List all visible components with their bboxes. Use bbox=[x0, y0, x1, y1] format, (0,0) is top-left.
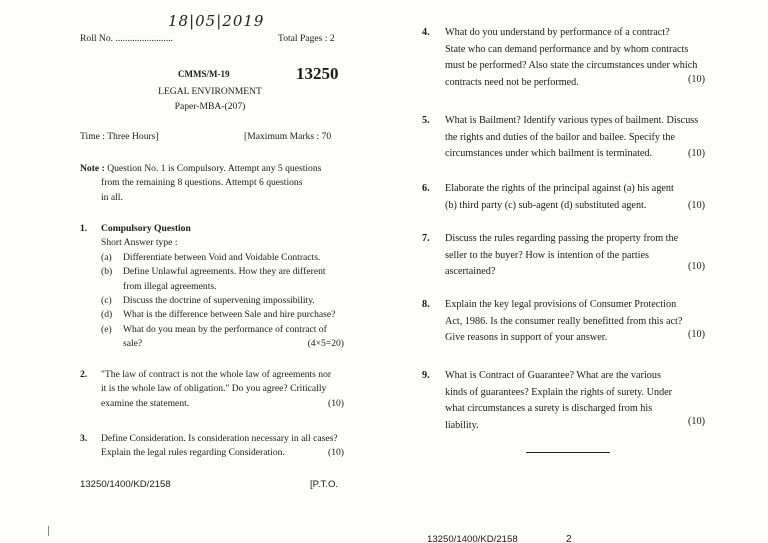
question-text-line: the rights and duties of the bailor and bailee. Specify the bbox=[445, 131, 675, 143]
question-text-line: kinds of guarantees? Explain the rights of surety. Under bbox=[445, 386, 673, 398]
question-number: 8. bbox=[422, 299, 430, 310]
question-intro: Short Answer type : bbox=[101, 237, 178, 249]
question-text-line: Explain the key legal provisions of Consumer Protection bbox=[445, 299, 677, 310]
note-label: Note : bbox=[80, 163, 105, 174]
question-number: 9. bbox=[422, 370, 430, 381]
note-text-line: from the remaining 8 questions. Attempt 6 questions bbox=[101, 177, 303, 189]
scan-mark bbox=[48, 526, 49, 536]
sub-question-text: sale? bbox=[123, 338, 143, 350]
question-text-line: Give reasons in support of your answer. bbox=[445, 332, 608, 343]
marks-label: (10) bbox=[688, 73, 705, 85]
question-6 bbox=[422, 181, 705, 213]
question-text-line: liability. bbox=[445, 419, 479, 431]
question-title: Compulsory Question bbox=[101, 223, 191, 234]
question-text-line: Explain the legal rules regarding Consideration. bbox=[101, 447, 285, 459]
question-text-line: What is Bailment? Identify various types of bailment. Discuss bbox=[445, 115, 699, 126]
exam-code: CMMS/M-19 bbox=[178, 69, 230, 79]
question-text-line: circumstances under which bailment is terminated. bbox=[445, 148, 653, 159]
sub-question-letter: (a) bbox=[101, 251, 112, 263]
marks-label: (10) bbox=[328, 447, 344, 459]
question-7 bbox=[422, 231, 705, 281]
roll-number-label: Roll No. ........................ bbox=[80, 33, 174, 44]
question-number: 3. bbox=[80, 433, 88, 444]
question-2 bbox=[80, 368, 344, 418]
question-text-line: What do you understand by performance of a contract? bbox=[445, 27, 670, 38]
marks-label: (10) bbox=[688, 329, 705, 340]
footer-code: 13250/1400/KD/2158 bbox=[80, 479, 171, 490]
question-text-line: examine the statement. bbox=[101, 397, 190, 409]
sub-question-letter: (b) bbox=[101, 266, 113, 278]
pto-label: [P.T.O. bbox=[310, 479, 339, 490]
sub-question-text: What is the difference between Sale and hire purchase? bbox=[123, 309, 336, 321]
question-5 bbox=[422, 113, 705, 163]
note-text-line: Question No. 1 is Compulsory. Attempt any 5 questions bbox=[107, 163, 322, 174]
sub-question-letter: (d) bbox=[101, 309, 113, 321]
subject-title: LEGAL ENVIRONMENT bbox=[158, 86, 262, 97]
page-number: 2 bbox=[566, 534, 572, 543]
sub-question-text: from illegal agreements. bbox=[123, 280, 217, 292]
question-number: 2. bbox=[80, 369, 88, 380]
question-9 bbox=[422, 368, 705, 434]
question-number: 1. bbox=[80, 223, 88, 234]
marks-label: (10) bbox=[688, 148, 705, 159]
max-marks-label: [Maximum Marks : 70 bbox=[244, 131, 332, 142]
time-label: Time : Three Hours] bbox=[80, 131, 159, 142]
sub-question-text: Differentiate between Void and Voidable Contracts. bbox=[123, 251, 321, 263]
marks-label: (10) bbox=[328, 397, 344, 409]
marks-label: (10) bbox=[688, 199, 705, 211]
marks-label: (4×5=20) bbox=[307, 338, 344, 350]
question-text-line: State who can demand performance and by whom contracts bbox=[445, 43, 689, 55]
sub-question-a bbox=[101, 251, 344, 265]
note-text-line: in all. bbox=[101, 191, 123, 203]
sub-question-text: Define Unlawful agreements. How they are different bbox=[123, 266, 326, 278]
question-text-line: Act, 1986. Is the consumer really benefitted from this act? bbox=[445, 315, 683, 327]
question-3 bbox=[80, 432, 344, 464]
question-text-line: Define Consideration. Is consideration necessary in all cases? bbox=[101, 433, 338, 444]
sub-question-letter: (e) bbox=[101, 323, 112, 335]
question-8 bbox=[422, 297, 705, 347]
sub-question-e bbox=[101, 323, 344, 352]
question-4 bbox=[422, 25, 705, 95]
marks-label: (10) bbox=[688, 261, 705, 272]
question-text-line: What is Contract of Guarantee? What are the various bbox=[445, 370, 661, 381]
sub-question-b bbox=[101, 265, 344, 294]
marks-label: (10) bbox=[688, 415, 705, 427]
paper-serial-number: 13250 bbox=[296, 64, 339, 83]
sub-question-letter: (c) bbox=[101, 294, 112, 306]
question-text-line: what circumstances a surety is discharged from his bbox=[445, 403, 653, 414]
end-of-paper-rule bbox=[526, 452, 610, 453]
question-number: 4. bbox=[422, 27, 430, 38]
question-text-line: must be performed? Also state the circumstances under which bbox=[445, 60, 698, 71]
question-text-line: contracts need not be performed. bbox=[445, 76, 579, 88]
sub-question-c bbox=[101, 294, 344, 308]
sub-question-d bbox=[101, 308, 344, 322]
instructions-note bbox=[80, 162, 344, 205]
sub-question-text: Discuss the doctrine of supervening impossibility. bbox=[123, 294, 315, 306]
question-text-line: seller to the buyer? How is intention of the parties bbox=[445, 249, 649, 261]
question-text-line: "The law of contract is not the whole law of agreements nor bbox=[101, 369, 332, 380]
sub-question-text: What do you mean by the performance of contract of bbox=[123, 323, 327, 335]
paper-code: Paper-MBA-(207) bbox=[174, 101, 246, 112]
question-text-line: ascertained? bbox=[445, 266, 496, 277]
question-number: 5. bbox=[422, 115, 430, 126]
question-number: 6. bbox=[422, 183, 430, 194]
handwritten-date: 18|05|2019 bbox=[168, 12, 265, 30]
total-pages: Total Pages : 2 bbox=[278, 33, 335, 44]
question-text-line: it is the whole law of obligation." Do you agree? Critically bbox=[101, 383, 327, 395]
question-text-line: (b) third party (c) sub-agent (d) substituted agent. bbox=[445, 199, 647, 211]
question-text-line: Discuss the rules regarding passing the property from the bbox=[445, 233, 679, 244]
footer-code: 13250/1400/KD/2158 bbox=[427, 534, 518, 543]
question-text-line: Elaborate the rights of the principal against (a) his agent bbox=[445, 183, 674, 194]
question-number: 7. bbox=[422, 233, 430, 244]
